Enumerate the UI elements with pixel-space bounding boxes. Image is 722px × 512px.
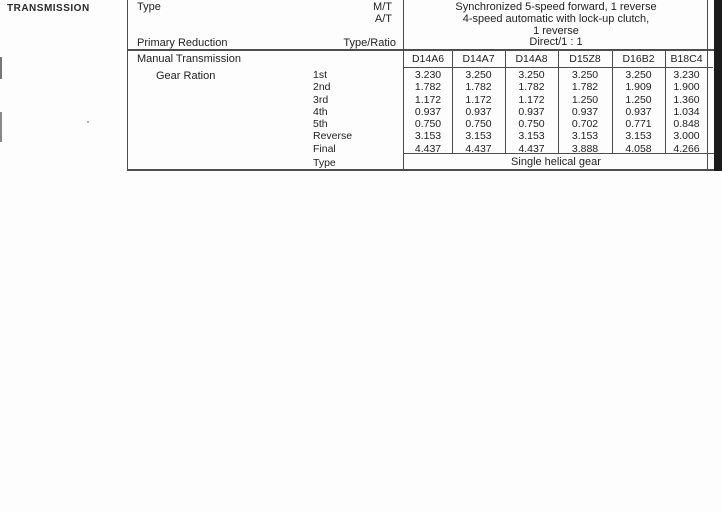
ratio-cell: 1.782 bbox=[571, 81, 599, 94]
ratio-cell: 0.771 bbox=[625, 118, 652, 131]
ratio-cell: 1.909 bbox=[625, 81, 652, 94]
table-left-border bbox=[127, 0, 128, 170]
ratio-cell: 4.437 bbox=[518, 142, 545, 155]
ratio-cell: 0.750 bbox=[518, 118, 545, 131]
ratio-cell: 3.250 bbox=[625, 69, 652, 81]
ratio-cell: 0.750 bbox=[414, 118, 442, 131]
ratio-cell: 4.437 bbox=[465, 142, 492, 155]
ratio-cell: 3.153 bbox=[625, 130, 652, 143]
gear-type-row-value: Single helical gear bbox=[511, 156, 601, 168]
ratio-cell: 0.937 bbox=[518, 105, 545, 118]
ratio-cell: 1.172 bbox=[465, 93, 492, 106]
ratio-cell: 3.230 bbox=[673, 69, 700, 81]
type-row-at-value-line1: 4-speed automatic with lock-up clutch, bbox=[462, 13, 650, 25]
gear-row-label: 4th bbox=[313, 105, 328, 118]
manual-transmission-label: Manual Transmission bbox=[137, 53, 241, 65]
scan-artifact-left-1 bbox=[0, 57, 2, 79]
ratio-cell: 0.848 bbox=[673, 118, 700, 131]
ratio-cell: 1.172 bbox=[414, 93, 442, 106]
gear-ratio-label: Gear Ration bbox=[156, 70, 216, 82]
gear-row-label: Final bbox=[313, 142, 336, 155]
column-header: D14A7 bbox=[462, 53, 495, 65]
gear-row-label: Reverse bbox=[313, 130, 353, 143]
scan-artifact-left-2 bbox=[0, 112, 2, 142]
ratio-cell: 1.782 bbox=[465, 81, 492, 94]
page-edge-shadow bbox=[714, 0, 722, 171]
ratio-cell: 3.153 bbox=[571, 130, 599, 143]
gear-ratio-values bbox=[404, 69, 708, 155]
primary-reduction-value: Direct/1 : 1 bbox=[529, 36, 583, 48]
ratio-cell: 1.782 bbox=[414, 81, 442, 94]
scan-artifact-dot bbox=[87, 121, 89, 123]
engine-code-header-row bbox=[404, 52, 708, 67]
section-label: TRANSMISSION bbox=[7, 3, 90, 14]
ratio-cell: 1.250 bbox=[625, 93, 652, 106]
type-row-mt-value: Synchronized 5-speed forward, 1 reverse bbox=[455, 1, 657, 13]
ratio-cell: 1.034 bbox=[673, 105, 700, 118]
rule-below-column-headers bbox=[403, 67, 713, 68]
table-bottom-border bbox=[127, 169, 715, 171]
type-row-at-value-line2: 1 reverse bbox=[533, 25, 579, 37]
ratio-cell: 0.937 bbox=[465, 105, 492, 118]
ratio-cell: 4.058 bbox=[625, 142, 652, 155]
ratio-cell: 1.782 bbox=[518, 81, 545, 94]
ratio-cell: 3.250 bbox=[465, 69, 492, 81]
ratio-cell: 0.937 bbox=[414, 105, 442, 118]
gear-type-row-label: Type bbox=[313, 157, 336, 169]
ratio-cell: 3.153 bbox=[518, 130, 545, 143]
ratio-cell: 0.702 bbox=[571, 118, 599, 131]
gear-row-label: 1st bbox=[313, 69, 328, 81]
ratio-cell: 1.250 bbox=[571, 93, 599, 106]
primary-reduction-sub-label: Type/Ratio bbox=[343, 37, 396, 49]
gear-row-label: 5th bbox=[313, 118, 328, 131]
ratio-cell: 3.250 bbox=[571, 69, 599, 81]
column-header: D14A6 bbox=[411, 53, 445, 65]
column-header: D16B2 bbox=[622, 53, 655, 65]
ratio-cell: 1.172 bbox=[518, 93, 545, 106]
ratio-cell: 3.888 bbox=[571, 142, 599, 155]
rule-below-primary-reduction bbox=[127, 49, 715, 51]
column-header: D15Z8 bbox=[569, 53, 601, 65]
ratio-cell: 3.153 bbox=[414, 130, 442, 143]
gear-row-label: 3rd bbox=[313, 93, 329, 106]
ratio-cell: 4.266 bbox=[673, 142, 700, 155]
ratio-cell: 1.900 bbox=[673, 81, 700, 94]
ratio-cell: 0.937 bbox=[571, 105, 599, 118]
column-header: B18C4 bbox=[670, 53, 703, 65]
primary-reduction-label: Primary Reduction bbox=[137, 37, 228, 49]
ratio-cell: 0.750 bbox=[465, 118, 492, 131]
column-header: D14A8 bbox=[515, 53, 548, 65]
type-row-label: Type bbox=[137, 1, 161, 13]
ratio-cell: 1.360 bbox=[673, 93, 700, 106]
ratio-cell: 4.437 bbox=[414, 142, 442, 155]
ratio-cell: 3.250 bbox=[518, 69, 545, 81]
ratio-cell: 3.000 bbox=[673, 130, 700, 143]
type-row-mt-label: M/T bbox=[373, 1, 392, 13]
ratio-cell: 3.153 bbox=[465, 130, 492, 143]
gear-row-label: 2nd bbox=[313, 81, 331, 94]
gear-row-labels bbox=[313, 69, 352, 155]
ratio-cell: 3.230 bbox=[414, 69, 442, 81]
ratio-cell: 0.937 bbox=[625, 105, 652, 118]
type-row-at-label: A/T bbox=[374, 13, 392, 25]
